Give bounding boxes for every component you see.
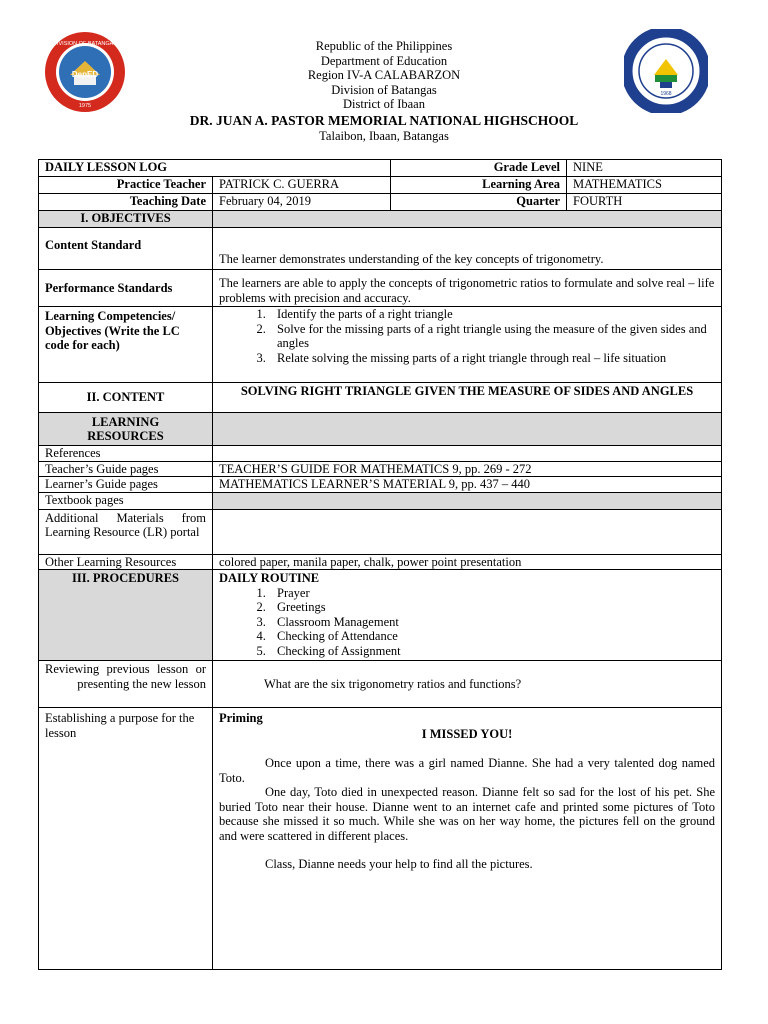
list-item: 5. Checking of Assignment: [269, 644, 715, 659]
table-row: [39, 708, 722, 970]
grade-level-value: NINE: [567, 160, 722, 177]
priming-label: Priming: [219, 711, 263, 725]
list-item: 3. Relate solving the missing parts of a right triangle through real – life situation: [269, 351, 715, 366]
table-row: [39, 211, 722, 228]
table-row: [39, 270, 722, 307]
table-row: [39, 661, 722, 708]
table-row: [39, 461, 722, 477]
table-row: [39, 160, 722, 177]
table-row: [39, 177, 722, 194]
daily-lesson-log-table: [38, 159, 722, 970]
header-line-district: District of Ibaan: [343, 97, 425, 112]
references-label: References: [39, 446, 213, 462]
content-standard-label: Content Standard: [39, 228, 213, 270]
daily-routine-title: DAILY ROUTINE: [219, 571, 320, 585]
school-name: DR. JUAN A. PASTOR MEMORIAL NATIONAL HIGHSCHOOL: [189, 112, 579, 128]
list-item: 1. Identify the parts of a right triangle: [269, 307, 715, 322]
table-row: [39, 228, 722, 270]
competencies-list: [219, 307, 715, 365]
header-line-division: Division of Batangas: [331, 82, 437, 97]
story-paragraph-3: Class, Dianne needs your help to find all the pictures.: [265, 857, 533, 871]
additional-materials-value: [213, 509, 722, 554]
learners-guide-label: Learner’s Guide pages: [39, 477, 213, 493]
content-value: SOLVING RIGHT TRIANGLE GIVEN THE MEASURE OF SIDES AND ANGLES: [213, 383, 722, 413]
story-paragraph-1: Once upon a time, there was a girl named Dianne. She had a very talented dog named Toto.: [219, 756, 716, 785]
list-item: 2. Greetings: [269, 600, 715, 615]
table-row: [39, 509, 722, 554]
procedures-heading: III. PROCEDURES: [39, 570, 213, 661]
table-row: [39, 492, 722, 509]
table-row: [39, 477, 722, 493]
table-row: [39, 446, 722, 462]
header-line-region: Region IV-A CALABARZON: [307, 68, 461, 83]
school-address: Talaibon, Ibaan, Batangas: [319, 128, 449, 143]
daily-routine-list: [219, 586, 715, 659]
textbook-pages-label: Textbook pages: [39, 492, 213, 509]
content-heading: II. CONTENT: [39, 383, 213, 413]
learning-resources-filler: [213, 413, 722, 446]
reviewing-lesson-label: Reviewing previous lesson or presenting the new lesson: [39, 661, 213, 708]
quarter-label: Quarter: [391, 194, 567, 211]
table-row: [39, 383, 722, 413]
list-item: 4. Checking of Attendance: [269, 629, 715, 644]
content-standard-value: The learner demonstrates understanding of the key concepts of trigonometry.: [213, 228, 722, 270]
teaching-date-label: Teaching Date: [39, 194, 213, 211]
teachers-guide-label: Teacher’s Guide pages: [39, 461, 213, 477]
learners-guide-value: MATHEMATICS LEARNER’S MATERIAL 9, pp. 437 – 440: [213, 477, 722, 493]
other-resources-value: colored paper, manila paper, chalk, power point presentation: [213, 554, 722, 570]
objectives-heading-filler: [213, 211, 722, 228]
practice-teacher-value: PATRICK C. GUERRA: [213, 177, 391, 194]
svg-text:1975: 1975: [78, 103, 92, 109]
table-row: [39, 554, 722, 570]
svg-text:DepED: DepED: [71, 70, 99, 79]
story-title: I MISSED YOU!: [421, 726, 513, 741]
practice-teacher-label: Practice Teacher: [39, 177, 213, 194]
header-line-department: Department of Education: [320, 53, 448, 68]
performance-standards-value: The learners are able to apply the concepts of trigonometric ratios to formulate and solve real – life problems with precision and accuracy.: [213, 270, 722, 307]
story-paragraph-2: One day, Toto died in unexpected reason. Dianne felt so sad for the lost of his pet. She buried Toto near their house. Dianne went to an internet cafe and printed some pictures of Toto because she missed it so much. While she was on her way home, the pictures fell on the ground and were scattered in different places.: [219, 785, 716, 843]
establishing-purpose-label: Establishing a purpose for the lesson: [39, 708, 213, 970]
svg-text:DIVISION OF BATANGAS: DIVISION OF BATANGAS: [53, 41, 117, 47]
references-value: [213, 446, 722, 462]
performance-standards-label: Performance Standards: [39, 270, 213, 307]
teachers-guide-value: TEACHER’S GUIDE FOR MATHEMATICS 9, pp. 269 - 272: [213, 461, 722, 477]
log-title: DAILY LESSON LOG: [39, 160, 391, 177]
learning-competencies-label: Learning Competencies/ Objectives (Write the LC code for each): [39, 307, 213, 383]
daily-routine-cell: [213, 570, 722, 661]
list-item: 3. Classroom Management: [269, 615, 715, 630]
svg-text:1968: 1968: [660, 91, 672, 97]
table-row: [39, 570, 722, 661]
learning-competencies-value: [213, 307, 722, 383]
learning-area-value: MATHEMATICS: [567, 177, 722, 194]
objectives-heading: I. OBJECTIVES: [39, 211, 213, 228]
quarter-value: FOURTH: [567, 194, 722, 211]
header-line-republic: Republic of the Philippines: [315, 39, 453, 53]
teaching-date-value: February 04, 2019: [213, 194, 391, 211]
establishing-purpose-value: [213, 708, 722, 970]
table-row: [39, 194, 722, 211]
list-item: 2. Solve for the missing parts of a right triangle using the measure of the given sides and angles: [269, 322, 715, 351]
grade-level-label: Grade Level: [391, 160, 567, 177]
reviewing-lesson-value: What are the six trigonometry ratios and functions?: [213, 661, 722, 708]
textbook-pages-value: [213, 492, 722, 509]
learning-resources-heading: LEARNING RESOURCES: [39, 413, 213, 446]
document-header: [0, 39, 768, 144]
additional-materials-label: Additional Materials from Learning Resource (LR) portal: [39, 509, 213, 554]
table-row: [39, 307, 722, 383]
table-row: [39, 413, 722, 446]
other-resources-label: Other Learning Resources: [39, 554, 213, 570]
learning-area-label: Learning Area: [391, 177, 567, 194]
list-item: 1. Prayer: [269, 586, 715, 601]
